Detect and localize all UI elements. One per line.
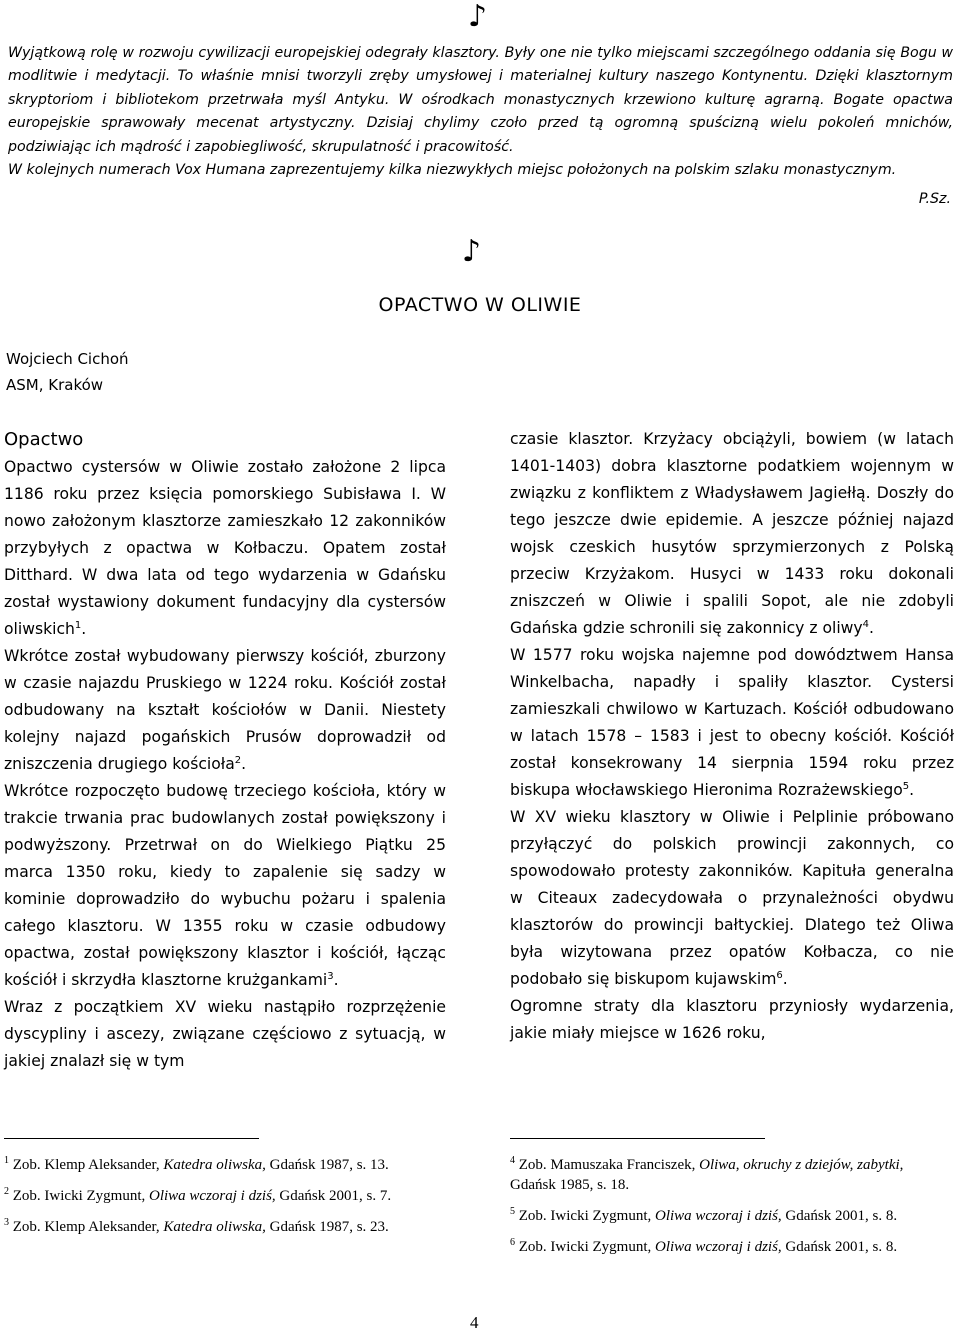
page-number: 4 [470, 1313, 479, 1332]
article-paragraph: Wkrótce rozpoczęto budowę trzeciego kościoła, który w trakcie trwania prac budowlanych został powiększony i podwyższony. Przetrwał on do Wielkiego Piątku 25 marca 1350 roku, kiedy to zapalenie się sadzy w kominie doprowadziło do wybuchu pożaru i spalenia całego klasztoru. W 1355 roku w czasie odbudowy opactwa, został powiększony klasztor i kościół, łącząc kościół i skrzydła klasztorne krużgankami$^3$. [4, 782, 446, 989]
footnotes-left [4, 1155, 444, 1248]
intro-paragraph: W kolejnych numerach Vox Humana zaprezentujemy kilka niezwykłych miejsc położonych na polskim szlaku monastycznym. [8, 162, 897, 179]
article-paragraph: Wraz z początkiem XV wieku nastąpiło rozprzężenie dyscypliny i ascezy, związane częściowo z sytuacją, w jakiej znalazł się w tym [4, 998, 446, 1070]
section-heading: Opactwo [4, 429, 84, 450]
footnote-ref[interactable]: 2 [234, 754, 242, 766]
footnote-divider [510, 1138, 765, 1139]
footnote: $^2$ Zob. Iwicki Zygmunt, Oliwa wczoraj i dziś, Gdańsk 2001, s. 7. [4, 1186, 392, 1204]
footnote: $^5$ Zob. Iwicki Zygmunt, Oliwa wczoraj i dziś, Gdańsk 2001, s. 8. [510, 1206, 898, 1224]
footnote-ref[interactable]: 6 [776, 969, 783, 981]
author-affiliation: ASM, Kraków [6, 376, 104, 394]
article-paragraph: Ogromne straty dla klasztoru przyniosły wydarzenia, jakie miały miejsce w 1626 roku, [510, 997, 954, 1042]
music-note-icon: ♪ [468, 0, 488, 34]
music-note-icon: ♪ [462, 234, 482, 269]
intro-paragraph: Wyjątkową rolę w rozwoju cywilizacji europejskiej odegrały klasztory. Były one nie tylko miejscami szczególnego oddania się Bogu w modlitwie i medytacji. To właśnie mnisi tworzyli zręby umysłowej i materialnej kultury naszego Kontynentu. Dzięki klasztornym skryptoriom i bibliotekom przetrwała myśl Antyku. W ośrodkach monastycznych krzewiono kulturę agrarną. Bogate opactwa europejskie sprawowały mecenat artystyczny. Dzisiaj chylimy czoło przed tą ogromną spuścizną wielu pokoleń mnichów, podziwiając ich mądrość i zapobiegliwość, skrupulatność i pracowitość. [8, 45, 953, 155]
footnote-ref[interactable]: 3 [327, 970, 334, 982]
footnote-ref[interactable]: 4 [862, 618, 870, 630]
footnote-ref[interactable]: 5 [902, 780, 910, 792]
footnote: $^3$ Zob. Klemp Aleksander, Katedra oliwska, Gdańsk 1987, s. 23. [4, 1217, 389, 1235]
intro-signature: P.Sz. [918, 191, 951, 207]
article-paragraph: W 1577 roku wojska najemne pod dowództwem Hansa Winkelbacha, napadły i spaliły klasztor. Cystersi zamieszkali chwilowo w Kartuzach. Kościół odbudowano w latach 1578 – 1583 i jest to obecny kościół. Kościół został konsekrowany 14 sierpnia 1594 roku przez biskupa włocławskiego Hieronima Rozrażewskiego$^5$. [510, 646, 954, 799]
footnote: $^4$ Zob. Mamuszaka Franciszek, Oliwa, okruchy z dziejów, zabytki, Gdańsk 1985, s. 18. [510, 1155, 904, 1193]
article-paragraph: W XV wieku klasztory w Oliwie i Pelplinie próbowano przyłączyć do polskich prowincji zakonnych, co spowodowało protesty zakonników. Kapituła generalna w Citeaux zadecydowała o przynależności obydwu klasztorów do prowincji bałtyckiej. Dlatego też Oliwa była wizytowana przez opatów Kołbacza, co nie podobało się biskupom kujawskim$^6$. [510, 808, 954, 988]
article-paragraph: Wkrótce został wybudowany pierwszy kościół, zburzony w czasie najazdu Pruskiego w 1224 roku. Kościół został odbudowany na kształt kościołów w Danii. Niestety kolejny najazd pogańskich Prusów doprowadził od zniszczenia drugiego kościoła$^2$. [4, 647, 446, 773]
article-paragraph: czasie klasztor. Krzyżacy obciążyli, bowiem (w latach 1401-1403) dobra klasztorne podatkiem wojennym w związku z konfliktem z Władysławem Jagiełłą. Doszły do tego jeszcze dwie epidemie. A jeszcze później najazd wojsk czeskich husytów sprzymierzonych z Polską przeciw Krzyżakom. Husyci w 1433 roku dokonali zniszczeń w Oliwie i spalili Sopot, ale nie zdobyli Gdańska gdzie schronili się zakonnicy z oliwy$^4$. [510, 430, 954, 637]
author-block [6, 346, 129, 398]
footnote-divider [4, 1138, 259, 1139]
article-column-right [510, 426, 954, 1047]
author-name: Wojciech Cichoń [6, 350, 129, 368]
article-paragraph: Opactwo cystersów w Oliwie zostało założone 2 lipca 1186 roku przez księcia pomorskiego Subisława I. W nowo założonym klasztorze zamieszkało 12 zakonników przybyłych z opactwa w Kołbaczu. Opatem został Ditthard. W dwa lata od tego wydarzenia w Gdańsku został wystawiony dokument fundacyjny dla cystersów oliwskich$^1$. [4, 458, 446, 638]
footnote: $^1$ Zob. Klemp Aleksander, Katedra oliwska, Gdańsk 1987, s. 13. [4, 1155, 389, 1173]
article-column-left [4, 426, 446, 1075]
article-title: OPACTWO W OLIWIE [378, 294, 582, 316]
intro-text [8, 42, 953, 182]
footnote: $^6$ Zob. Iwicki Zygmunt, Oliwa wczoraj i dziś, Gdańsk 2001, s. 8. [510, 1237, 898, 1255]
footnotes-right [510, 1155, 950, 1268]
footnote-ref[interactable]: 1 [74, 619, 82, 631]
